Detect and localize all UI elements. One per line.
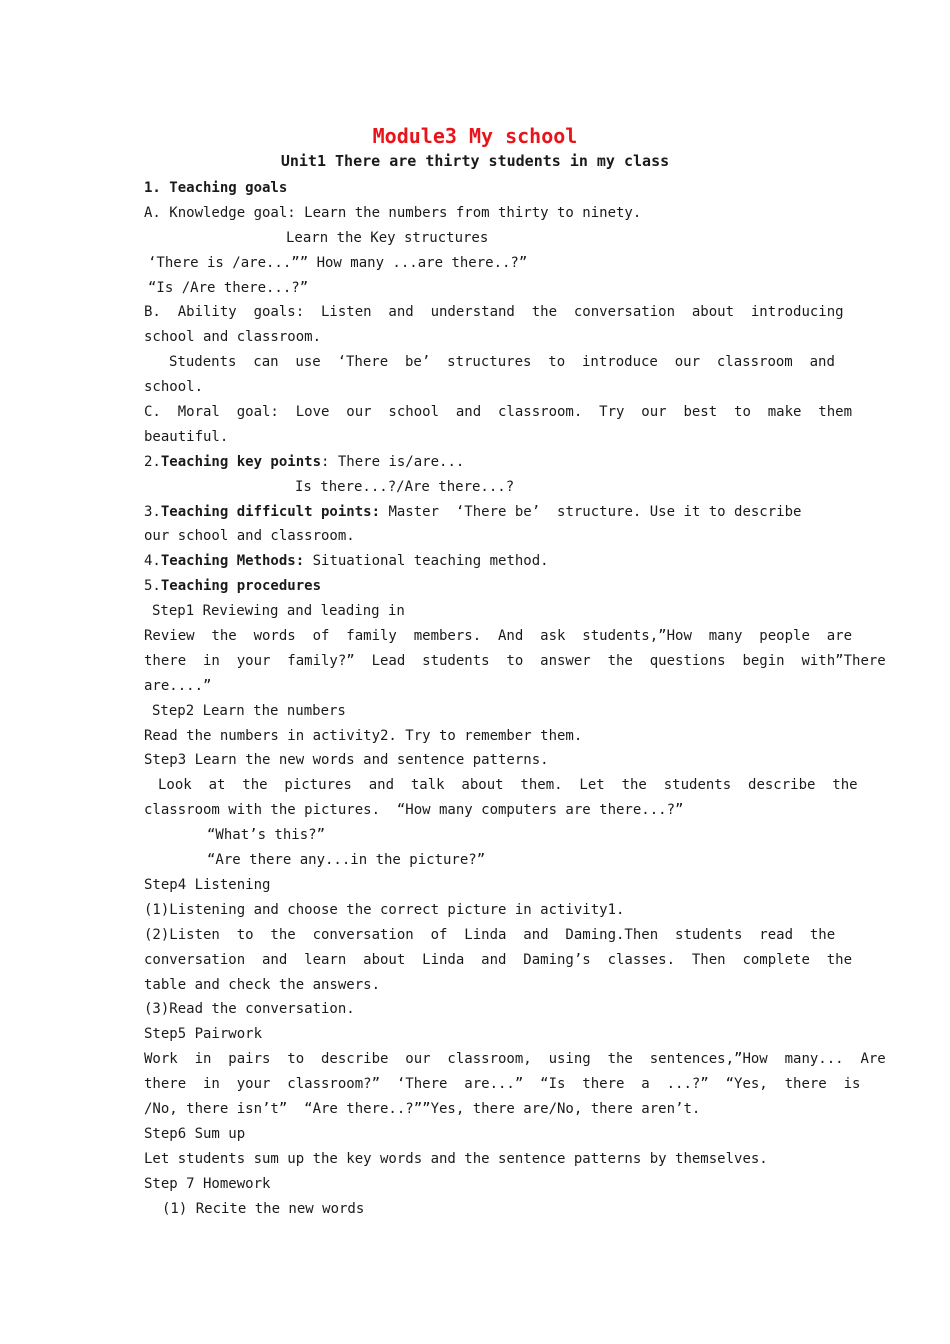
text-line: our school and classroom. (144, 528, 355, 545)
text-line: Step6 Sum up (144, 1125, 246, 1142)
text-line: “Is /Are there...?” (148, 279, 309, 296)
text-line: Let students sum up the key words and the sentence patterns by themselves. (144, 1150, 768, 1167)
section-text: Master ‘There be’ structure. Use it to describe (380, 503, 802, 520)
text-line: Step1 Reviewing and leading in (152, 603, 405, 620)
text-line: school and classroom. (144, 329, 322, 346)
text-line (144, 574, 806, 599)
section-number: 2. (144, 453, 161, 470)
text-line: Step5 Pairwork (144, 1026, 263, 1043)
text-line: 1. Teaching goals (144, 180, 288, 196)
unit-subtitle: Unit1 There are thirty students in my class (280, 152, 670, 170)
section-number: 4. (144, 553, 161, 570)
section-heading: Teaching difficult points: (160, 503, 381, 520)
text-line: Read the numbers in activity2. Try to remember them. (144, 727, 583, 744)
text-line (144, 549, 806, 574)
section-number: 5. (144, 578, 161, 595)
module-title: Module3 My school (372, 124, 578, 148)
text-line: Work in pairs to describe our classroom, using the sentences,”How many... Are (144, 1051, 886, 1068)
text-line: Step4 Listening (144, 876, 271, 893)
text-line: B. Ability goals: Listen and understand the conversation about introducing (144, 304, 844, 321)
text-line: are....” (144, 677, 212, 694)
text-line: there in your family?” Lead students to answer the questions begin with”There (144, 652, 886, 669)
text-line: “Are there any...in the picture?” (207, 852, 486, 869)
text-line: Look at the pictures and talk about them. Let the students describe the (158, 777, 858, 794)
text-line: Step 7 Homework (144, 1175, 271, 1192)
text-line: there in your classroom?” ‘There are...” “Is there a ...?” “Yes, there is (144, 1076, 861, 1093)
text-line: (1) Recite the new words (162, 1200, 365, 1217)
text-line (144, 500, 806, 525)
text-line: ‘There is /are...”” How many ...are there..?” (148, 254, 528, 271)
text-line: (3)Read the conversation. (144, 1001, 355, 1018)
text-line: Students can use ‘There be’ structures to introduce our classroom and (169, 354, 835, 371)
section-heading: Teaching procedures (160, 578, 322, 595)
text-line: conversation and learn about Linda and Daming’s classes. Then complete the (144, 951, 853, 968)
text-line: Review the words of family members. And ask students,”How many people are (144, 628, 853, 645)
text-line: “What’s this?” (207, 827, 326, 844)
text-line: (1)Listening and choose the correct picture in activity1. (144, 901, 625, 918)
section-text: Situational teaching method. (304, 553, 549, 570)
text-line: Step2 Learn the numbers (152, 702, 346, 719)
text-line: A. Knowledge goal: Learn the numbers from thirty to ninety. (144, 204, 642, 221)
text-line (144, 450, 806, 475)
text-line: Step3 Learn the new words and sentence patterns. (144, 752, 549, 769)
text-line: C. Moral goal: Love our school and classroom. Try our best to make them (144, 404, 853, 421)
text-line: beautiful. (144, 428, 229, 445)
section-heading: Teaching Methods: (160, 553, 305, 570)
text-line: school. (144, 379, 204, 396)
text-line: Learn the Key structures (286, 229, 489, 246)
text-line: (2)Listen to the conversation of Linda and Daming.Then students read the (144, 926, 836, 943)
text-line: Is there...?/Are there...? (295, 478, 515, 495)
section-heading: Teaching key points (160, 453, 322, 470)
text-line: /No, there isn’t” “Are there..?””Yes, there are/No, there aren’t. (144, 1100, 701, 1117)
section-text: : There is/are... (321, 453, 465, 470)
lesson-plan-body (144, 176, 886, 1221)
text-line: table and check the answers. (144, 976, 381, 993)
text-line: classroom with the pictures. “How many computers are there...?” (144, 802, 684, 819)
section-number: 3. (144, 503, 161, 520)
